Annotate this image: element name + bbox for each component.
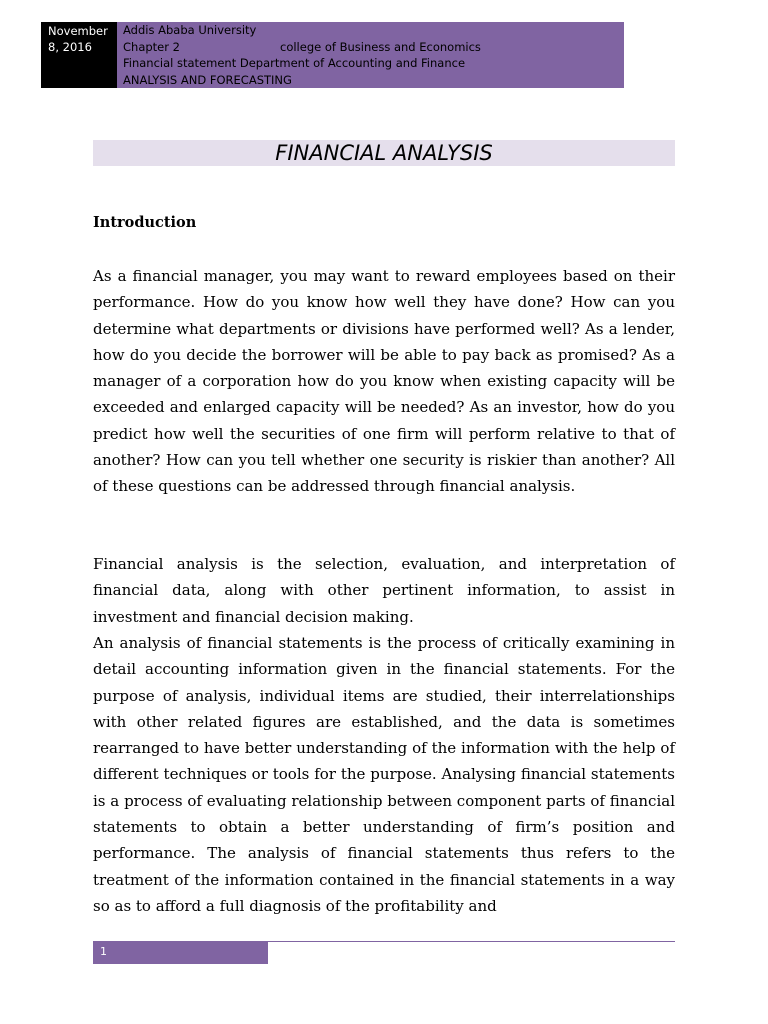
document-title: FINANCIAL ANALYSIS [93,140,675,166]
section-heading: Introduction [93,214,197,231]
paragraph-3: An analysis of financial statements is the process of critically examining in detail accounting information given in the financial statements. For the purpose of analysis, individual items are studied, their interrelationships with other related figures are established, and the data is sometimes rearranged to have better understanding of the information with the help of different techniques or tools for the purpose. Analysing financial statements is a process of evaluating relationship between component parts of financial statements to obtain a better understanding of firm’s position and performance. The analysis of financial statements thus refers to the treatment of the information contained in the financial statements in a way so as to afford a full diagnosis of the profitability and [93,634,675,915]
page-number: 1 [93,942,268,964]
header-university: Addis Ababa University [123,23,257,37]
header-course: Financial statement Department of Accounting and Finance [123,56,466,70]
header-info [117,22,624,88]
paragraph-2: Financial analysis is the selection, evaluation, and interpretation of financial data, along with other pertinent information, to assist in investment and financial decision making. [93,555,675,626]
header-date: November 8, 2016 [41,22,117,88]
header-subject: ANALYSIS AND FORECASTING [123,72,292,87]
header-college: college of Business and Economics [280,39,481,54]
header-chapter: Chapter 2 [123,39,180,54]
paragraph-1: As a financial manager, you may want to reward employees based on their performance. How do you know how well they have done? How can you determine what departments or divisions have performed well? As a lender, how do you decide the borrower will be able to pay back as promised? As a manager of a corporation how do you know when existing capacity will be exceeded and enlarged capacity will be needed? As an investor, how do you predict how well the securities of one firm will perform relative to that of another? How can you tell whether one security is riskier than another? All of these questions can be addressed through financial analysis. [93,267,675,496]
header-chapter-row [123,39,624,56]
